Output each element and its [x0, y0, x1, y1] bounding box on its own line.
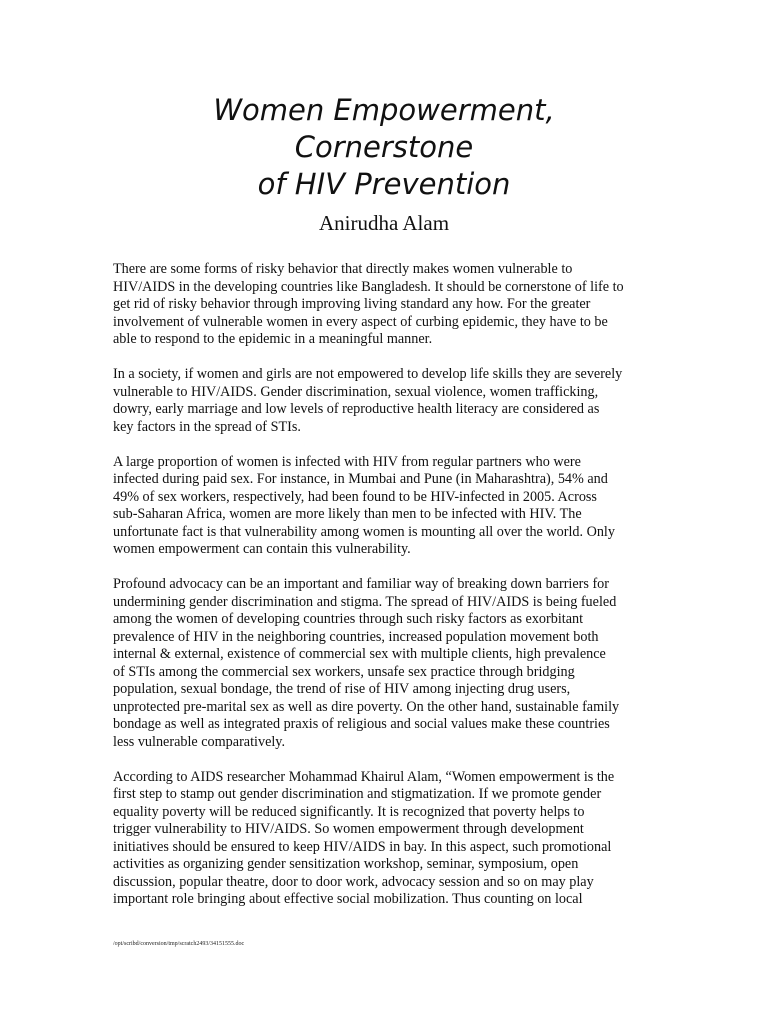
- text-line: internal & external, existence of commercial sex with multiple clients, high prevalence: [113, 646, 606, 662]
- text-line: less vulnerable comparatively.: [113, 733, 286, 750]
- text-line: prevalence of HIV in the neighboring countries, increased population movement both: [113, 628, 599, 645]
- text-line: bondage as well as integrated praxis of religious and social values make these countries: [113, 716, 610, 732]
- text-line: important role bringing about effective social mobilization. Thus counting on local: [113, 891, 583, 907]
- text-line: population, sexual bondage, the trend of rise of HIV among injecting drug users,: [113, 681, 571, 697]
- text-line: unprotected pre-marital sex as well as dire poverty. On the other hand, sustainable family: [113, 698, 620, 715]
- text-line: activities as organizing gender sensitization workshop, seminar, symposium, open: [113, 856, 579, 872]
- title-line: Women Empowerment,: [213, 93, 555, 127]
- text-line: In a society, if women and girls are not empowered to develop life skills they are severely: [113, 366, 623, 382]
- text-line: able to respond to the epidemic in a meaningful manner.: [113, 331, 433, 347]
- text-line: vulnerable to HIV/AIDS. Gender discrimination, sexual violence, women trafficking,: [113, 383, 599, 400]
- text-line: first step to stamp out gender discrimination and stigmatization. If we promote gender: [113, 786, 602, 802]
- text-line: undermining gender discrimination and stigma. The spread of HIV/AIDS is being fueled: [113, 593, 617, 610]
- paragraph-3: [113, 454, 658, 559]
- text-line: unfortunate fact is that vulnerability among women is mounting all over the world. Only: [113, 523, 615, 540]
- title-line: Cornerstone: [294, 130, 474, 164]
- text-line: key factors in the spread of STIs.: [113, 418, 301, 435]
- text-line: initiatives should be ensured to keep HIV/AIDS in bay. In this aspect, such promotional: [113, 838, 612, 855]
- text-line: sub-Saharan Africa, women are more likely than men to be infected with HIV. The: [113, 506, 582, 522]
- text-line: According to AIDS researcher Mohammad Khairul Alam, “Women empowerment is the: [113, 768, 615, 785]
- text-line: equality poverty will be reduced significantly. It is recognized that poverty helps to: [113, 803, 585, 820]
- text-line: There are some forms of risky behavior that directly makes women vulnerable to: [113, 261, 573, 277]
- text-line: infected during paid sex. For instance, in Mumbai and Pune (in Maharashtra), 54% and: [113, 471, 608, 487]
- document-body: [113, 261, 658, 926]
- paragraph-5: [113, 769, 658, 909]
- text-line: discussion, popular theatre, door to door work, advocacy session and so on may play: [113, 873, 594, 890]
- text-line: involvement of vulnerable women in every aspect of curbing epidemic, they have to be: [113, 313, 608, 330]
- text-line: 49% of sex workers, respectively, had been found to be HIV-infected in 2005. Across: [113, 488, 597, 505]
- text-line: women empowerment can contain this vulnerability.: [113, 541, 411, 557]
- title-line: of HIV Prevention: [257, 167, 511, 201]
- document-title: [0, 92, 768, 203]
- text-line: A large proportion of women is infected with HIV from regular partners who were: [113, 453, 581, 470]
- text-line: of STIs among the commercial sex workers, unsafe sex practice through bridging: [113, 663, 575, 680]
- text-line: among the women of developing countries through such risky factors as exorbitant: [113, 611, 584, 627]
- file-path-footer: /opt/scribd/conversion/tmp/scratch2493/34151555.doc: [113, 941, 245, 947]
- author-name: Anirudha Alam: [318, 211, 450, 235]
- text-line: dowry, early marriage and low levels of reproductive health literacy are considered as: [113, 401, 600, 417]
- text-line: HIV/AIDS in the developing countries like Bangladesh. It should be cornerstone of life to: [113, 278, 624, 295]
- paragraph-1: [113, 261, 658, 349]
- text-line: get rid of risky behavior through improving living standard any how. For the greater: [113, 296, 591, 312]
- paragraph-2: [113, 366, 658, 436]
- paragraph-4: [113, 576, 658, 751]
- text-line: Profound advocacy can be an important and familiar way of breaking down barriers for: [113, 576, 609, 592]
- text-line: trigger vulnerability to HIV/AIDS. So women empowerment through development: [113, 821, 584, 837]
